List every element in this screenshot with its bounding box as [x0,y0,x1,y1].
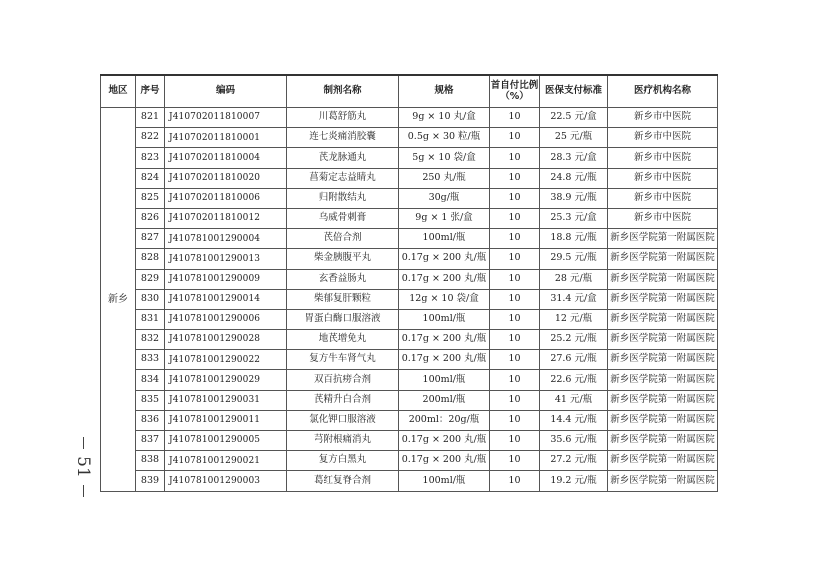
cell-price: 25 元/瓶 [540,128,608,148]
cell-ratio: 10 [490,330,540,350]
cell-name: 归附散结丸 [287,188,399,208]
header-region: 地区 [101,75,136,108]
cell-spec: 9g × 1 张/盒 [399,208,490,228]
cell-spec: 100ml/瓶 [399,229,490,249]
cell-spec: 200ml/瓶 [399,390,490,410]
cell-spec: 0.17g × 200 丸/瓶 [399,431,490,451]
cell-name: 乌威骨刺膏 [287,208,399,228]
cell-code: J410781001290005 [165,431,287,451]
header-spec: 规格 [399,75,490,108]
page-number-text: 51 [72,456,93,478]
cell-price: 38.9 元/瓶 [540,188,608,208]
cell-institution: 新乡市中医院 [608,208,718,228]
cell-seq: 838 [136,451,165,471]
cell-institution: 新乡医学院第一附属医院 [608,431,718,451]
cell-name: 芎附根痛消丸 [287,431,399,451]
cell-name: 复方牛车肾气丸 [287,350,399,370]
cell-spec: 100ml/瓶 [399,471,490,491]
page-number-dash-bottom [83,485,84,497]
cell-code: J410702011810020 [165,168,287,188]
table-row [101,108,718,128]
cell-ratio: 10 [490,431,540,451]
header-code: 编码 [165,75,287,108]
cell-institution: 新乡市中医院 [608,148,718,168]
cell-ratio: 10 [490,208,540,228]
cell-name: 芪龙脉通丸 [287,148,399,168]
cell-spec: 12g × 10 袋/盒 [399,289,490,309]
cell-institution: 新乡医学院第一附属医院 [608,390,718,410]
cell-seq: 835 [136,390,165,410]
cell-seq: 823 [136,148,165,168]
cell-code: J410702011810012 [165,208,287,228]
cell-spec: 0.17g × 200 丸/瓶 [399,330,490,350]
cell-spec: 5g × 10 袋/盒 [399,148,490,168]
cell-seq: 824 [136,168,165,188]
header-ratio [490,75,540,108]
cell-code: J410781001290031 [165,390,287,410]
cell-name: 胃蛋白酶口服溶液 [287,309,399,329]
table-row [101,148,718,168]
cell-institution: 新乡医学院第一附属医院 [608,370,718,390]
header-ratio-line2: （%） [500,90,529,102]
table-row [101,309,718,329]
cell-code: J410781001290029 [165,370,287,390]
cell-seq: 833 [136,350,165,370]
cell-institution: 新乡市中医院 [608,128,718,148]
table-row [101,289,718,309]
table-row [101,128,718,148]
cell-price: 27.6 元/瓶 [540,350,608,370]
cell-name: 柴金胰腹平丸 [287,249,399,269]
cell-code: J410702011810004 [165,148,287,168]
cell-ratio: 10 [490,410,540,430]
table-row [101,350,718,370]
cell-seq: 821 [136,108,165,128]
cell-name: 复方白黑丸 [287,451,399,471]
table-row [101,188,718,208]
cell-ratio: 10 [490,471,540,491]
cell-name: 氯化钾口服溶液 [287,410,399,430]
table-row [101,390,718,410]
cell-spec: 100ml/瓶 [399,370,490,390]
cell-region: 新乡 [101,108,136,492]
cell-ratio: 10 [490,188,540,208]
cell-name: 双百抗痨合剂 [287,370,399,390]
cell-spec: 250 丸/瓶 [399,168,490,188]
cell-code: J410781001290006 [165,309,287,329]
cell-spec: 100ml/瓶 [399,309,490,329]
cell-price: 29.5 元/瓶 [540,249,608,269]
cell-spec: 200ml：20g/瓶 [399,410,490,430]
cell-spec: 0.5g × 30 粒/瓶 [399,128,490,148]
cell-ratio: 10 [490,249,540,269]
cell-name: 葛红复脊合剂 [287,471,399,491]
cell-price: 41 元/瓶 [540,390,608,410]
header-institution: 医疗机构名称 [608,75,718,108]
cell-institution: 新乡医学院第一附属医院 [608,350,718,370]
table-row [101,471,718,491]
cell-code: J410781001290003 [165,471,287,491]
cell-price: 22.5 元/盒 [540,108,608,128]
cell-ratio: 10 [490,309,540,329]
page-number-dash-top [83,437,84,449]
cell-seq: 827 [136,229,165,249]
cell-seq: 832 [136,330,165,350]
table-row [101,168,718,188]
cell-price: 24.8 元/瓶 [540,168,608,188]
cell-spec: 0.17g × 200 丸/瓶 [399,350,490,370]
cell-price: 28 元/瓶 [540,269,608,289]
table-row [101,249,718,269]
cell-name: 柴郁复肝颗粒 [287,289,399,309]
cell-name: 川葛舒筋丸 [287,108,399,128]
table-row [101,208,718,228]
table-row [101,269,718,289]
cell-code: J410702011810007 [165,108,287,128]
cell-institution: 新乡医学院第一附属医院 [608,330,718,350]
cell-institution: 新乡医学院第一附属医院 [608,229,718,249]
cell-price: 31.4 元/盒 [540,289,608,309]
cell-ratio: 10 [490,269,540,289]
cell-spec: 0.17g × 200 丸/瓶 [399,451,490,471]
preparations-table [100,74,718,492]
cell-institution: 新乡医学院第一附属医院 [608,410,718,430]
cell-name: 连七炎痛消胶囊 [287,128,399,148]
cell-seq: 830 [136,289,165,309]
cell-seq: 825 [136,188,165,208]
cell-ratio: 10 [490,451,540,471]
cell-spec: 0.17g × 200 丸/瓶 [399,269,490,289]
cell-name: 菖菊定志益睛丸 [287,168,399,188]
cell-price: 25.3 元/盒 [540,208,608,228]
header-ratio-line1: 首自付比例 [490,79,539,91]
cell-seq: 836 [136,410,165,430]
table-body [101,108,718,492]
cell-price: 14.4 元/瓶 [540,410,608,430]
cell-institution: 新乡医学院第一附属医院 [608,309,718,329]
cell-seq: 839 [136,471,165,491]
cell-price: 35.6 元/瓶 [540,431,608,451]
cell-seq: 831 [136,309,165,329]
cell-seq: 828 [136,249,165,269]
cell-code: J410781001290022 [165,350,287,370]
cell-ratio: 10 [490,350,540,370]
cell-price: 27.2 元/瓶 [540,451,608,471]
table-row [101,330,718,350]
cell-seq: 837 [136,431,165,451]
cell-name: 芪倍合剂 [287,229,399,249]
table-row [101,229,718,249]
page-number [72,437,94,497]
table-header-row [101,75,718,108]
cell-ratio: 10 [490,168,540,188]
cell-institution: 新乡医学院第一附属医院 [608,249,718,269]
cell-ratio: 10 [490,390,540,410]
cell-code: J410781001290028 [165,330,287,350]
cell-price: 28.3 元/盒 [540,148,608,168]
cell-code: J410781001290021 [165,451,287,471]
table-row [101,431,718,451]
cell-name: 芪精升白合剂 [287,390,399,410]
cell-ratio: 10 [490,370,540,390]
table-row [101,410,718,430]
cell-name: 玄香益肠丸 [287,269,399,289]
cell-price: 12 元/瓶 [540,309,608,329]
cell-price: 19.2 元/瓶 [540,471,608,491]
cell-spec: 30g/瓶 [399,188,490,208]
cell-ratio: 10 [490,128,540,148]
cell-code: J410781001290014 [165,289,287,309]
cell-code: J410702011810001 [165,128,287,148]
table-row [101,370,718,390]
cell-ratio: 10 [490,108,540,128]
cell-ratio: 10 [490,229,540,249]
cell-seq: 822 [136,128,165,148]
cell-institution: 新乡医学院第一附属医院 [608,289,718,309]
cell-institution: 新乡医学院第一附属医院 [608,451,718,471]
cell-institution: 新乡医学院第一附属医院 [608,471,718,491]
table-row [101,451,718,471]
cell-code: J410702011810006 [165,188,287,208]
cell-institution: 新乡医学院第一附属医院 [608,269,718,289]
cell-seq: 829 [136,269,165,289]
cell-seq: 826 [136,208,165,228]
cell-ratio: 10 [490,148,540,168]
cell-price: 18.8 元/瓶 [540,229,608,249]
header-seq: 序号 [136,75,165,108]
header-price: 医保支付标准 [540,75,608,108]
cell-institution: 新乡市中医院 [608,188,718,208]
cell-ratio: 10 [490,289,540,309]
cell-code: J410781001290004 [165,229,287,249]
cell-name: 地芪增免丸 [287,330,399,350]
cell-spec: 9g × 10 丸/盒 [399,108,490,128]
cell-code: J410781001290013 [165,249,287,269]
cell-seq: 834 [136,370,165,390]
cell-price: 22.6 元/瓶 [540,370,608,390]
cell-spec: 0.17g × 200 丸/瓶 [399,249,490,269]
cell-institution: 新乡市中医院 [608,108,718,128]
cell-price: 25.2 元/瓶 [540,330,608,350]
header-name: 制剂名称 [287,75,399,108]
cell-code: J410781001290011 [165,410,287,430]
cell-institution: 新乡市中医院 [608,168,718,188]
cell-code: J410781001290009 [165,269,287,289]
